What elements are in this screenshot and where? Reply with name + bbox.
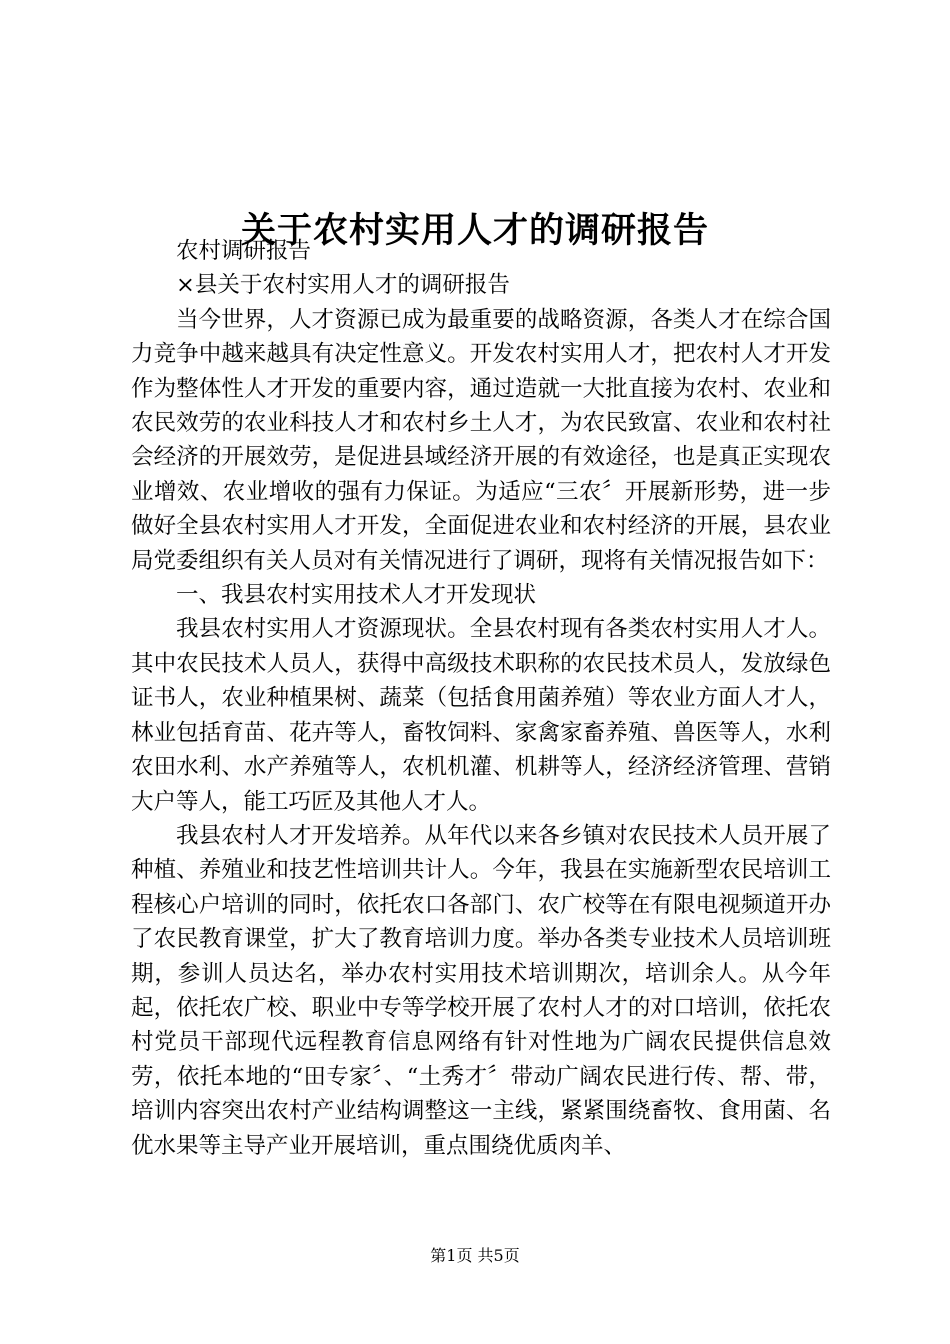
paragraph-subtitle: 农村调研报告 <box>176 238 312 264</box>
paragraph-report-title: ×县关于农村实用人才的调研报告 <box>176 272 510 299</box>
section-heading: 一、我县农村实用技术人才开发现状 <box>176 582 537 609</box>
document-title: 关于农村实用人才的调研报告 <box>240 210 709 252</box>
paragraph-resource-status: 我县农村实用人才资源现状。全县农村现有各类农村实用人才人。其中农民技术人员人，获得中高级技术职称的农民技术员人，发放绿色证书人，农业种植果树、蔬菜（包括食用菌养殖）等农业方面人才人，林业包括育苗、花卉等人，畜牧饲料、家禽家畜养殖、兽医等人，水利农田水利、水产养殖等人，农机机灌、机耕等人，经济经济管理、营销大户等人，能工巧匠及其他人才人。 <box>131 616 831 815</box>
paragraph-intro: 当今世界，人才资源已成为最重要的战略资源，各类人才在综合国力竞争中越来越具有决定性意义。开发农村实用人才，把农村人才开发作为整体性人才开发的重要内容，通过造就一大批直接为农村、农业和农民效劳的农业科技人才和农村乡土人才，为农民致富、农业和农村社会经济的开展效劳，是促进县域经济开展的有效途径，也是真正实现农业增效、农业增收的强有力保证。为适应“三农〞开展新形势，进一步做好全县农村实用人才开发，全面促进农业和农村经济的开展，县农业局党委组织有关人员对有关情况进行了调研，现将有关情况报告如下： <box>131 306 831 574</box>
paragraph-training: 我县农村人才开发培养。从年代以来各乡镇对农民技术人员开展了种植、养殖业和技艺性培训共计人。今年，我县在实施新型农民培训工程核心户培训的同时，依托农口各部门、农广校等在有限电视频道开办了农民教育课堂，扩大了教育培训力度。举办各类专业技术人员培训班期，参训人员达名，举办农村实用技术培训期次，培训余人。从今年起，依托农广校、职业中专等学校开展了农村人才的对口培训，依托农村党员干部现代远程教育信息网络有针对性地为广阔农民提供信息效劳，依托本地的“田专家〞、“土秀才〞带动广阔农民进行传、帮、带，培训内容突出农村产业结构调整这一主线，紧紧围绕畜牧、食用菌、名优水果等主导产业开展培训，重点围绕优质肉羊、 <box>131 822 831 1159</box>
document-body <box>131 234 831 1163</box>
page-number-footer: 第1页 共5页 <box>430 1246 520 1265</box>
